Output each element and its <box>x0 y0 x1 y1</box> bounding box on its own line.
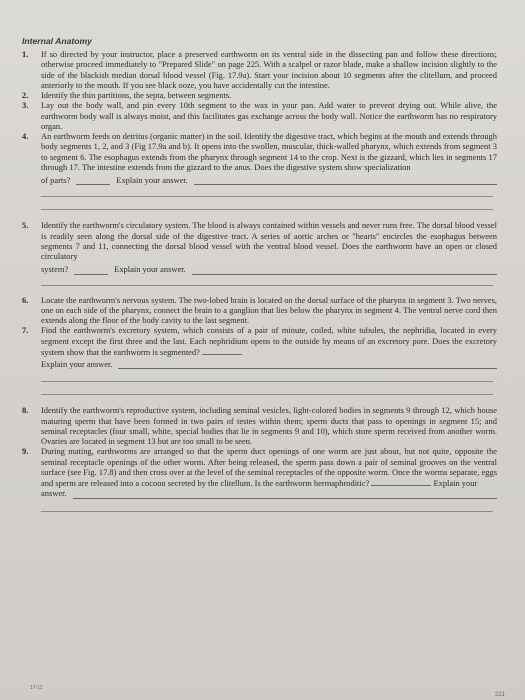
item-text: During mating, earthworms are arranged so that the sperm duct openings of one worm are just about, but not quite, opposite the seminal receptacle openings of the other worm. After being released, the sperm pass down a pair of seminal grooves on the ventral surface (see Fig. 17.8) and then cross over at the level of the seminal receptacles of the opposite worm. Once the worms separate, eggs and sperm are released into a cocoon secreted by the clitellum. Is the earthworm hermaphroditic? <box>41 446 497 488</box>
answer-line[interactable] <box>41 209 493 210</box>
answer-blank[interactable] <box>76 176 110 185</box>
item-number: 7. <box>22 325 29 336</box>
list-item-1 <box>22 49 497 90</box>
item-number: 2. <box>22 90 29 100</box>
item-number: 4. <box>22 131 29 141</box>
question-prefix: system? <box>41 264 69 275</box>
page-code: 17-11 <box>30 685 43 691</box>
answer-row <box>41 359 497 369</box>
answer-line[interactable] <box>41 285 493 286</box>
item-number: 1. <box>22 49 29 59</box>
item-number: 9. <box>22 446 29 457</box>
answer-blank[interactable] <box>73 490 497 499</box>
answer-row <box>41 264 497 274</box>
list-item-6 <box>22 295 497 326</box>
list-item-4 <box>22 131 497 185</box>
answer-blank[interactable] <box>202 346 242 355</box>
answer-line[interactable] <box>41 394 493 395</box>
item-text: Lay out the body wall, and pin every 10th segment to the wax in your pan. Add water to prevent drying out. While alive, the earthworm body wall is always moist, and this facilitates gas exchange across the body wall. Notice the earthworm has no respiratory organ. <box>41 100 497 131</box>
explain-label: Explain your answer. <box>41 359 113 369</box>
answer-row <box>41 488 497 498</box>
item-text: An earthworm feeds on detritus (organic matter) in the soil. Identify the digestive tract, which begins at the mouth and extends through body segments 1, 2, and 3 (Fig 17.9a and b). It opens into the swollen, muscular, thick-walled pharynx, which extends from segment 3 to segment 6. The esophagus extends from the pharynx through segment 14 to the crop. Next is the gizzard, which lies in segments 17 through 17. The intestine extends from the gizzard to the anus. Does the digestive system show specialization <box>41 131 497 172</box>
item-number: 6. <box>22 294 29 305</box>
list-item-8 <box>22 405 497 446</box>
explain-label: Explain your answer. <box>116 175 188 185</box>
list-item-2 <box>22 90 497 100</box>
item-number: 5. <box>22 220 29 231</box>
answer-line[interactable] <box>41 381 493 382</box>
page-number: 221 <box>494 692 505 698</box>
instruction-list <box>22 49 497 512</box>
item-text: If so directed by your instructor, place a preserved earthworm on its ventral side in the dissecting pan and follow these directions; otherwise proceed immediately to "Prepared Slide" on page 225. With a scalpel or razor blade, make a shallow incision slightly to the side of the blackish median dorsal blood vessel (Fig. 17.9a). Start your incision about 10 segments after the clitellum, and proceed anteriorly to the mouth. If you see black ooze, you have accidentally cut the intestine. <box>41 49 497 90</box>
answer-row <box>41 175 497 185</box>
list-item-9 <box>22 446 497 498</box>
item-text: Identify the earthworm's reproductive system, including seminal vesicles, light-colored bodies in segments 9 through 12, which house maturing sperm that have been formed in two pairs of testes within them; sperm ducts that pass to openings in segment 15; and seminal receptacles (four small, white, special bodies that lie in segments 9 and 10), which store sperm received from another worm. Ovaries are located in segment 13 but are too small to be seen. <box>41 405 497 446</box>
answer-line[interactable] <box>41 196 493 197</box>
item-text: Identify the earthworm's circulatory system. The blood is always contained within vessels and never runs free. The dorsal blood vessel is readily seen along the dorsal side of the digestive tract. A series of aortic arches or "hearts" encircles the esophagus between segments 7 and 11, connecting the dorsal blood vessel with the ventral blood vessel. Does the earthworm have an open or closed circulatory <box>41 220 497 261</box>
question-prefix: of parts? <box>41 175 71 185</box>
answer-blank[interactable] <box>194 176 497 185</box>
list-item-7 <box>22 325 497 369</box>
section-title: Internal Anatomy <box>22 36 92 46</box>
item-number: 8. <box>22 405 29 416</box>
explain-label-tail: answer. <box>41 488 67 499</box>
explain-label: Explain your answer. <box>114 264 186 275</box>
answer-line[interactable] <box>41 511 493 512</box>
answer-blank[interactable] <box>192 266 497 275</box>
answer-blank[interactable] <box>74 266 108 275</box>
answer-blank[interactable] <box>118 360 497 369</box>
item-text: Locate the earthworm's nervous system. The two-lobed brain is located on the dorsal surface of the pharynx in segment 3. Two nerves, one on each side of the pharynx, connect the brain to a ganglion that lies below the pharynx in segment 4. The ventral nerve cord then extends along the floor of the body cavity to the last segment. <box>41 294 497 325</box>
item-text: Identify the thin partitions, the septa, between segments. <box>41 90 232 100</box>
list-item-5 <box>22 220 497 274</box>
explain-label: Explain your <box>433 478 478 488</box>
list-item-3 <box>22 100 497 131</box>
item-number: 3. <box>22 100 29 111</box>
item-text: Find the earthworm's excretory system, which consists of a pair of minute, coiled, white tubules, the nephridia, located in every segment except the first three and the last. Each nephridium opens to the outside by means of an excretory pore. Does the excretory system show that the earthworm is segmented? <box>41 325 497 357</box>
answer-blank[interactable] <box>371 477 431 486</box>
